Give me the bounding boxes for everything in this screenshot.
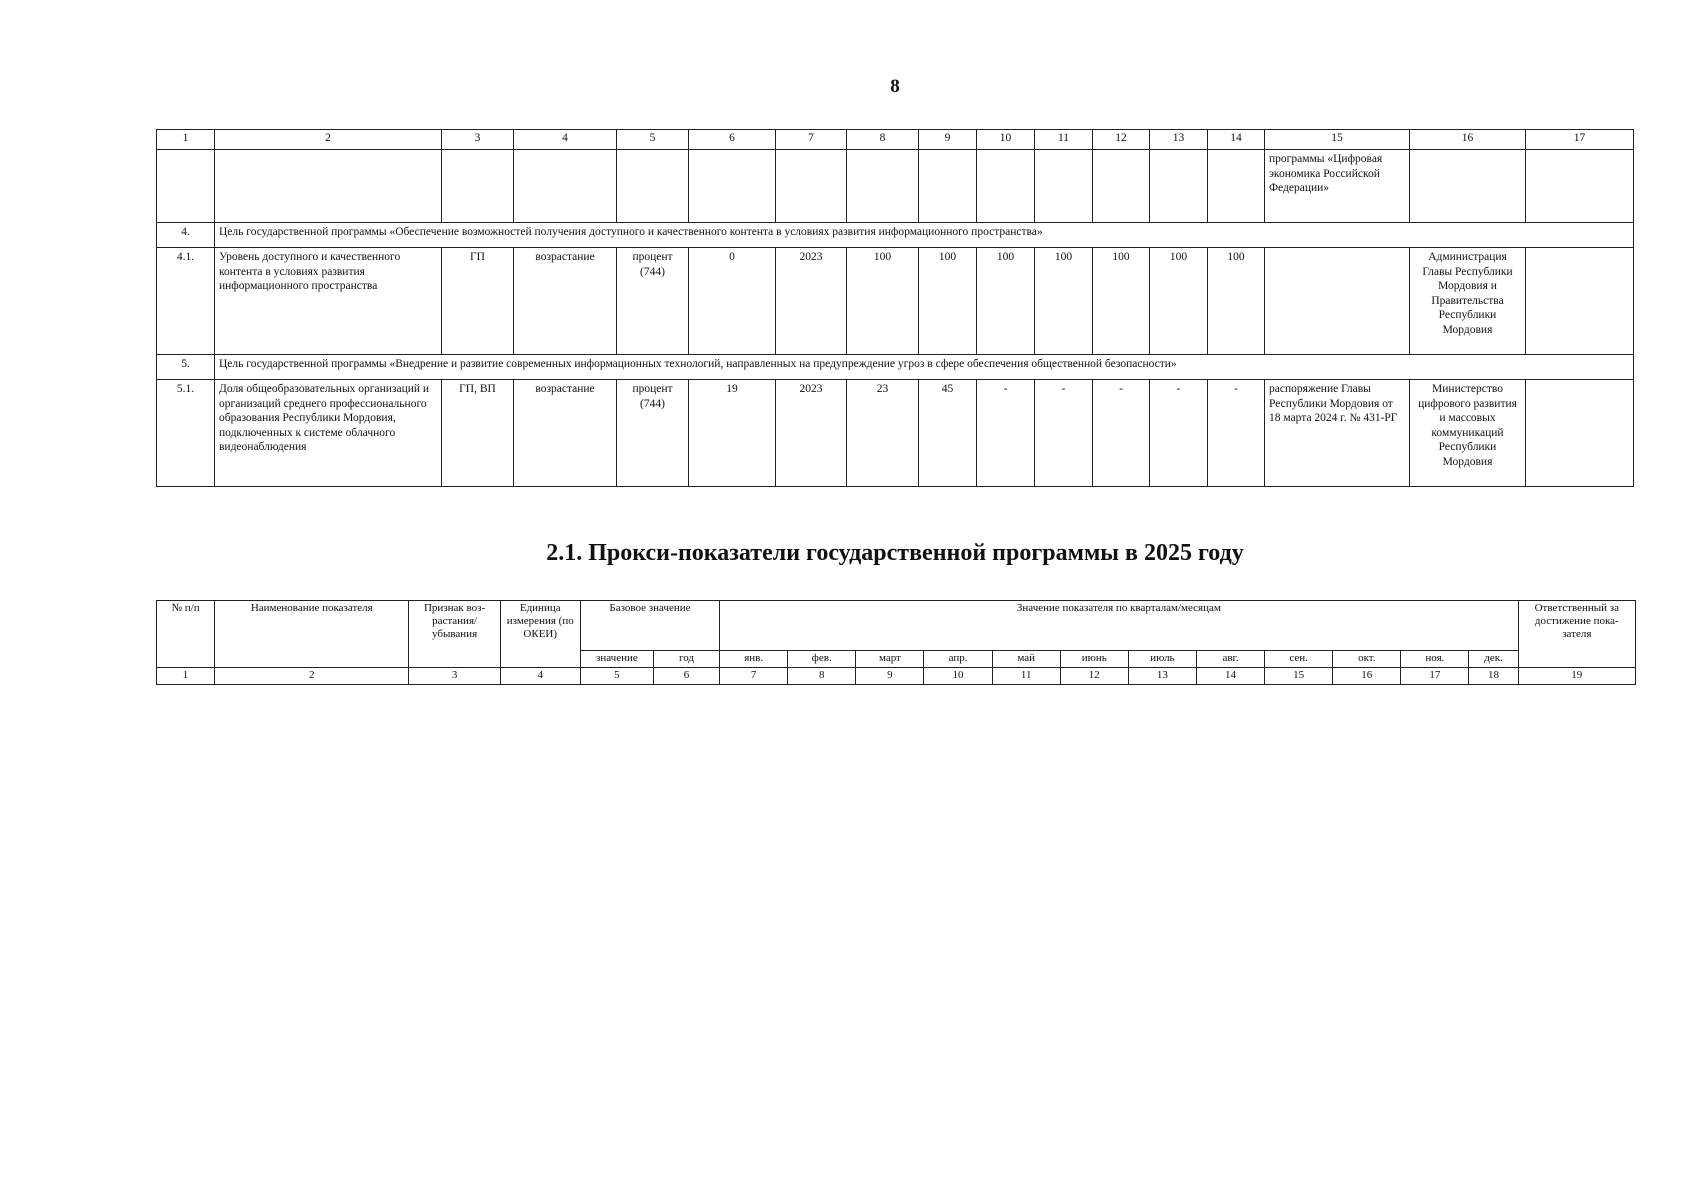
proxy-indicators-table bbox=[156, 600, 1636, 685]
indicators-table bbox=[156, 129, 1634, 487]
col-number: 9 bbox=[919, 130, 977, 150]
col-number: 7 bbox=[720, 668, 788, 685]
indicator-trend: возрастание bbox=[514, 248, 617, 355]
col-number: 6 bbox=[653, 668, 719, 685]
col-number: 11 bbox=[1035, 130, 1093, 150]
indicator-number: 4.1. bbox=[157, 248, 215, 355]
goal-text: Цель государственной программы «Обеспечение возможностей получения доступного и качественного контента в условиях развития информационного пространства» bbox=[215, 223, 1634, 248]
col-number: 18 bbox=[1469, 668, 1518, 685]
col-number: 8 bbox=[847, 130, 919, 150]
base-value: 0 bbox=[689, 248, 776, 355]
col-number: 6 bbox=[689, 130, 776, 150]
month-header: ноя. bbox=[1401, 651, 1469, 668]
indicator-unit: процент (744) bbox=[617, 380, 689, 487]
col-number: 15 bbox=[1265, 130, 1410, 150]
value-cell: - bbox=[1093, 380, 1150, 487]
col-number: 4 bbox=[514, 130, 617, 150]
header-responsible: Ответственный за достижение пока-зателя bbox=[1518, 601, 1635, 668]
value-cell: 100 bbox=[1093, 248, 1150, 355]
value-cell: 100 bbox=[847, 248, 919, 355]
document-cell bbox=[1265, 248, 1410, 355]
header-values: Значение показателя по кварталам/месяцам bbox=[720, 601, 1519, 651]
goal-row bbox=[157, 223, 1634, 248]
col-number: 16 bbox=[1410, 130, 1526, 150]
goal-text: Цель государственной программы «Внедрение и развитие современных информационных технологий, направленных на предупреждение угроз в сфере обеспечения общественной безопасности» bbox=[215, 355, 1634, 380]
col-number: 4 bbox=[500, 668, 580, 685]
month-header: июнь bbox=[1060, 651, 1128, 668]
month-header: сен. bbox=[1265, 651, 1333, 668]
value-cell: - bbox=[1150, 380, 1208, 487]
value-cell: 45 bbox=[919, 380, 977, 487]
proxy-header-row bbox=[157, 601, 1636, 651]
month-header: авг. bbox=[1196, 651, 1264, 668]
month-header: фев. bbox=[788, 651, 856, 668]
document-cell: распоряжение Главы Республики Мордовия от 18 марта 2024 г. № 431-РГ bbox=[1265, 380, 1410, 487]
col-number: 1 bbox=[157, 130, 215, 150]
column-number-row bbox=[157, 130, 1634, 150]
indicator-number: 5.1. bbox=[157, 380, 215, 487]
extra-cell bbox=[1526, 248, 1634, 355]
col-number: 5 bbox=[580, 668, 653, 685]
header-unit: Единица измерения (по ОКЕИ) bbox=[500, 601, 580, 668]
col-number: 2 bbox=[215, 668, 409, 685]
indicator-level: ГП, ВП bbox=[442, 380, 514, 487]
col-number: 14 bbox=[1208, 130, 1265, 150]
value-cell: 100 bbox=[1150, 248, 1208, 355]
col-number: 16 bbox=[1333, 668, 1401, 685]
value-cell: - bbox=[1208, 380, 1265, 487]
goal-number: 5. bbox=[157, 355, 215, 380]
indicator-level: ГП bbox=[442, 248, 514, 355]
col-number: 9 bbox=[856, 668, 924, 685]
value-cell: 100 bbox=[1035, 248, 1093, 355]
base-value: 19 bbox=[689, 380, 776, 487]
header-base: Базовое значение bbox=[580, 601, 719, 651]
header-name: Наименование показателя bbox=[215, 601, 409, 668]
col-number: 10 bbox=[977, 130, 1035, 150]
header-base-year: год bbox=[653, 651, 719, 668]
header-base-value: значение bbox=[580, 651, 653, 668]
value-cell: - bbox=[1035, 380, 1093, 487]
col-number: 5 bbox=[617, 130, 689, 150]
value-cell: 100 bbox=[977, 248, 1035, 355]
col-number: 3 bbox=[442, 130, 514, 150]
proxy-column-number-row bbox=[157, 668, 1636, 685]
col-number: 17 bbox=[1401, 668, 1469, 685]
goal-row bbox=[157, 355, 1634, 380]
indicator-row bbox=[157, 380, 1634, 487]
extra-cell bbox=[1526, 380, 1634, 487]
responsible-cell: Администрация Главы Республики Мордовия и Правительства Республики Мордовия bbox=[1410, 248, 1526, 355]
continuation-row bbox=[157, 150, 1634, 223]
col-number: 3 bbox=[409, 668, 500, 685]
month-header: май bbox=[992, 651, 1060, 668]
document-cell: программы «Цифровая экономика Российской Федерации» bbox=[1265, 150, 1410, 223]
month-header: дек. bbox=[1469, 651, 1518, 668]
value-cell: 23 bbox=[847, 380, 919, 487]
goal-number: 4. bbox=[157, 223, 215, 248]
col-number: 15 bbox=[1265, 668, 1333, 685]
indicator-row bbox=[157, 248, 1634, 355]
month-header: апр. bbox=[924, 651, 992, 668]
base-year: 2023 bbox=[776, 248, 847, 355]
indicator-unit: процент (744) bbox=[617, 248, 689, 355]
month-header: янв. bbox=[720, 651, 788, 668]
col-number: 10 bbox=[924, 668, 992, 685]
section-title: 2.1. Прокси-показатели государственной программы в 2025 году bbox=[546, 540, 1244, 566]
indicator-trend: возрастание bbox=[514, 380, 617, 487]
value-cell: - bbox=[977, 380, 1035, 487]
base-year: 2023 bbox=[776, 380, 847, 487]
month-header: июль bbox=[1128, 651, 1196, 668]
value-cell: 100 bbox=[919, 248, 977, 355]
indicator-name: Доля общеобразовательных организаций и организаций среднего профессионального образования Республики Мордовия, подключенных к системе облачного видеонаблюдения bbox=[215, 380, 442, 487]
month-header: март bbox=[856, 651, 924, 668]
col-number: 12 bbox=[1093, 130, 1150, 150]
col-number: 14 bbox=[1196, 668, 1264, 685]
month-header: окт. bbox=[1333, 651, 1401, 668]
indicator-name: Уровень доступного и качественного контента в условиях развития информационного пространства bbox=[215, 248, 442, 355]
col-number: 11 bbox=[992, 668, 1060, 685]
col-number: 19 bbox=[1518, 668, 1635, 685]
col-number: 12 bbox=[1060, 668, 1128, 685]
col-number: 13 bbox=[1128, 668, 1196, 685]
col-number: 8 bbox=[788, 668, 856, 685]
col-number: 17 bbox=[1526, 130, 1634, 150]
responsible-cell: Министерство цифрового развития и массовых коммуникаций Республики Мордовия bbox=[1410, 380, 1526, 487]
col-number: 7 bbox=[776, 130, 847, 150]
col-number: 2 bbox=[215, 130, 442, 150]
col-number: 13 bbox=[1150, 130, 1208, 150]
value-cell: 100 bbox=[1208, 248, 1265, 355]
header-num: № п/п bbox=[157, 601, 215, 668]
col-number: 1 bbox=[157, 668, 215, 685]
header-trend: Признак воз-растания/ убывания bbox=[409, 601, 500, 668]
page-number: 8 bbox=[890, 76, 900, 97]
